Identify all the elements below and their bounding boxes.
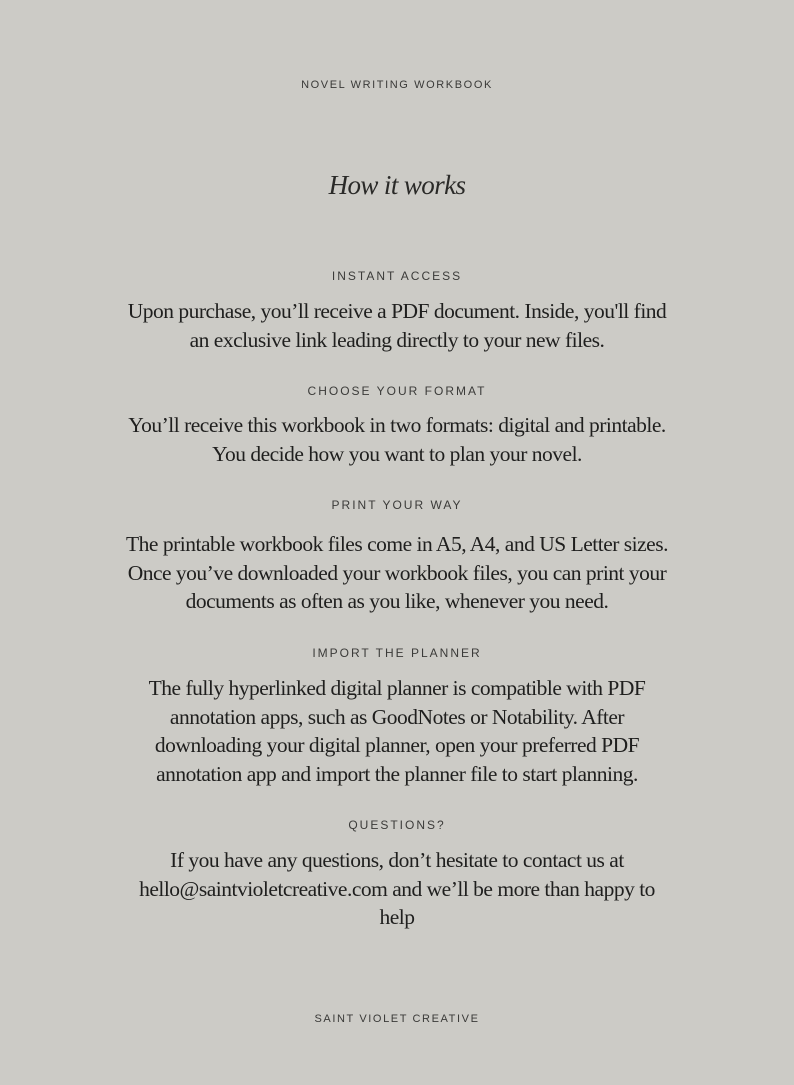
body-line: an exclusive link leading directly to your new files.: [189, 327, 605, 352]
section-body: [117, 846, 677, 932]
section-label: QUESTIONS?: [348, 818, 446, 832]
body-line: annotation apps, such as GoodNotes or Notability. After: [169, 704, 625, 729]
section-body: [117, 297, 677, 354]
body-line: You decide how you want to plan your novel.: [212, 441, 582, 466]
section-label: INSTANT ACCESS: [331, 269, 463, 283]
body-line: documents as often as you like, whenever you need.: [185, 589, 609, 613]
body-line: Once you’ve downloaded your workbook files, you can print your: [127, 560, 667, 585]
body-line: You’ll receive this workbook in two formats: digital and printable.: [128, 413, 666, 437]
section-body: [117, 530, 677, 616]
body-line: downloading your digital planner, open your preferred PDF: [154, 733, 640, 757]
body-line: The printable workbook files come in A5, A4, and US Letter sizes.: [126, 532, 668, 556]
section-label: CHOOSE YOUR FORMAT: [307, 384, 487, 398]
footer-brand: SAINT VIOLET CREATIVE: [314, 1013, 480, 1025]
section-label: IMPORT THE PLANNER: [312, 646, 482, 660]
section-body: [117, 411, 677, 468]
document-eyebrow: NOVEL WRITING WORKBOOK: [301, 79, 493, 91]
body-line: annotation app and import the planner file to start planning.: [156, 761, 638, 786]
body-line: If you have any questions, don’t hesitate to contact us at: [170, 848, 624, 872]
body-line: help: [379, 905, 415, 929]
body-line: The fully hyperlinked digital planner is compatible with PDF: [148, 676, 646, 700]
section-body: [117, 674, 677, 788]
contact-email-line[interactable]: hello@saintvioletcreative.com and we’ll be more than happy to: [139, 876, 655, 901]
section-label: PRINT YOUR WAY: [331, 498, 463, 512]
body-line: Upon purchase, you’ll receive a PDF document. Inside, you'll find: [127, 299, 667, 323]
page-title: How it works: [328, 170, 466, 200]
